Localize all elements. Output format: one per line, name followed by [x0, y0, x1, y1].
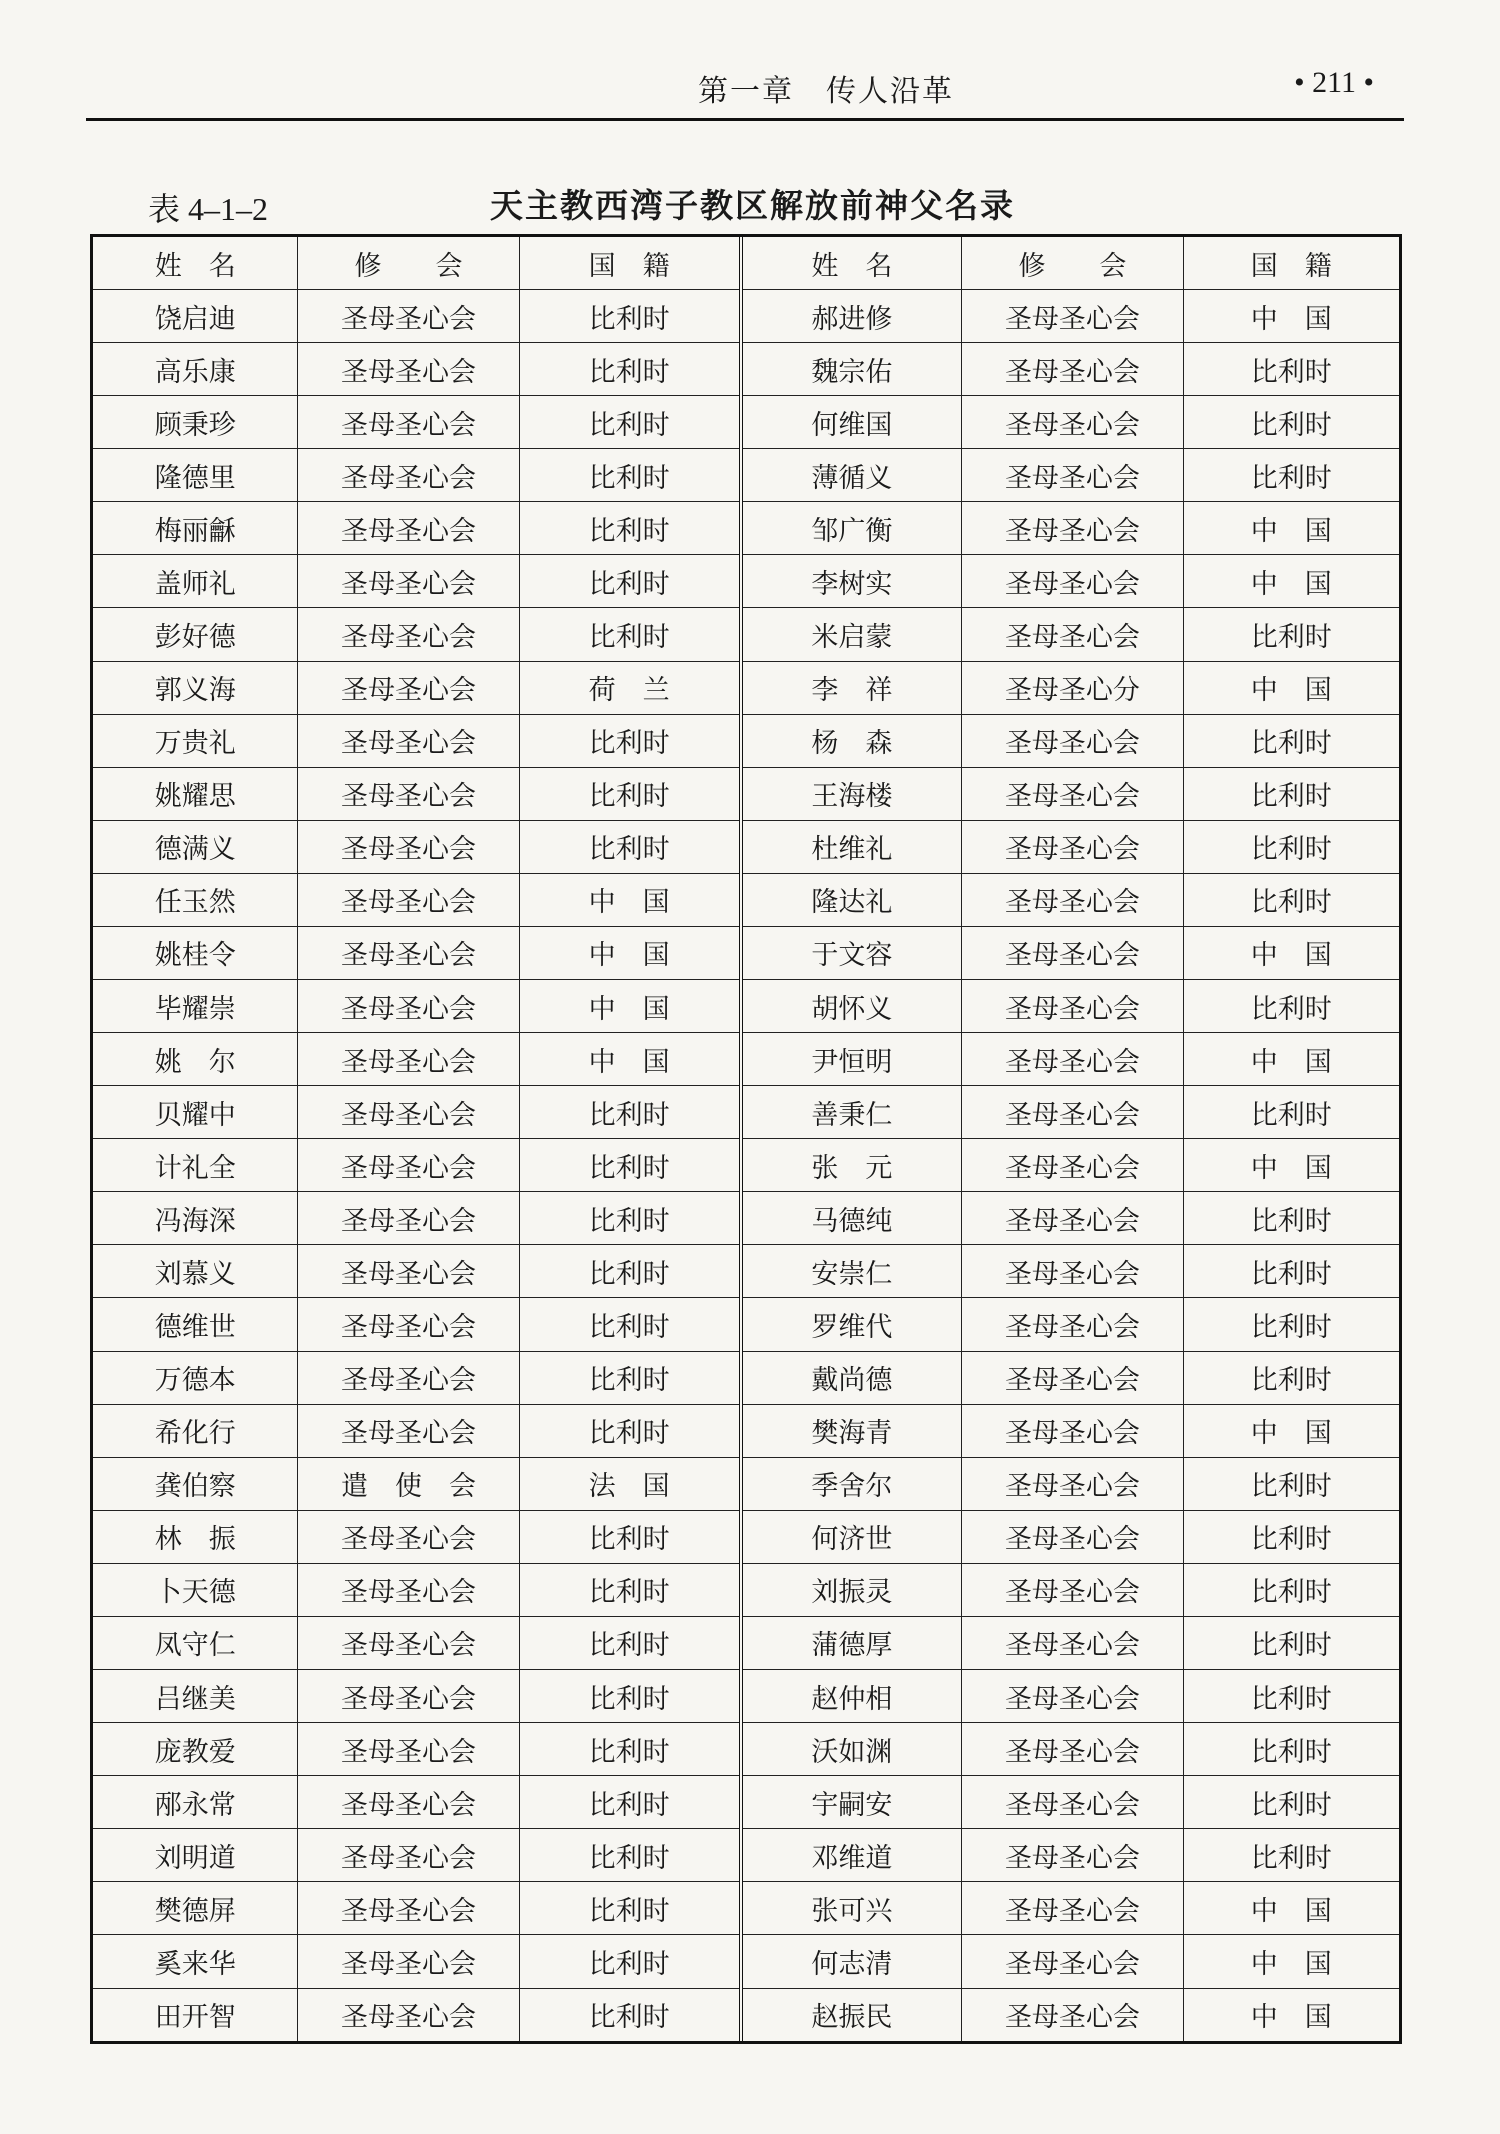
table-row	[93, 926, 1399, 979]
cell-nationality-left: 比利时	[519, 502, 740, 555]
cell-nationality-right: 比利时	[1183, 608, 1399, 661]
table-row	[93, 1882, 1399, 1935]
table-row	[93, 1988, 1399, 2041]
table-title: 天主教西湾子教区解放前神父名录	[490, 186, 1015, 225]
cell-nationality-left: 比利时	[519, 290, 740, 343]
cell-nationality-right: 比利时	[1183, 873, 1399, 926]
cell-nationality-right: 比利时	[1183, 820, 1399, 873]
header-order-right: 修 会	[962, 237, 1183, 290]
cell-order-left: 圣母圣心会	[298, 1616, 519, 1669]
cell-order-right: 圣母圣心会	[962, 608, 1183, 661]
cell-nationality-left: 比利时	[519, 343, 740, 396]
chapter-title: 第一章 传人沿革	[698, 74, 954, 109]
cell-order-left: 圣母圣心会	[298, 1563, 519, 1616]
cell-order-right: 圣母圣心会	[962, 1298, 1183, 1351]
cell-order-right: 圣母圣心会	[962, 714, 1183, 767]
cell-name-right: 何志清	[741, 1935, 962, 1988]
page-number: • 211 •	[1294, 66, 1374, 99]
cell-name-right: 杜维礼	[741, 820, 962, 873]
cell-order-right: 圣母圣心会	[962, 1723, 1183, 1776]
cell-order-left: 圣母圣心会	[298, 1245, 519, 1298]
cell-name-left: 高乐康	[93, 343, 298, 396]
cell-order-right: 圣母圣心会	[962, 767, 1183, 820]
cell-nationality-right: 比利时	[1183, 1563, 1399, 1616]
cell-order-left: 圣母圣心会	[298, 926, 519, 979]
cell-order-left: 圣母圣心会	[298, 290, 519, 343]
cell-order-right: 圣母圣心会	[962, 1829, 1183, 1882]
table-row	[93, 1563, 1399, 1616]
cell-name-left: 饶启迪	[93, 290, 298, 343]
cell-nationality-left: 比利时	[519, 1829, 740, 1882]
table-row	[93, 1245, 1399, 1298]
cell-name-left: 姚 尔	[93, 1033, 298, 1086]
cell-name-left: 计礼全	[93, 1139, 298, 1192]
cell-name-right: 蒲德厚	[741, 1616, 962, 1669]
cell-order-right: 圣母圣心会	[962, 926, 1183, 979]
table-row	[93, 1298, 1399, 1351]
cell-name-right: 何济世	[741, 1510, 962, 1563]
cell-name-left: 万贵礼	[93, 714, 298, 767]
cell-name-right: 赵振民	[741, 1988, 962, 2041]
cell-order-left: 圣母圣心会	[298, 1086, 519, 1139]
running-head	[86, 66, 1404, 110]
cell-order-right: 圣母圣心会	[962, 555, 1183, 608]
cell-name-right: 胡怀义	[741, 980, 962, 1033]
cell-order-right: 圣母圣心会	[962, 1776, 1183, 1829]
cell-order-left: 圣母圣心会	[298, 873, 519, 926]
cell-nationality-right: 比利时	[1183, 1457, 1399, 1510]
cell-nationality-right: 比利时	[1183, 1829, 1399, 1882]
cell-order-left: 圣母圣心会	[298, 555, 519, 608]
cell-order-left: 圣母圣心会	[298, 608, 519, 661]
cell-order-right: 圣母圣心会	[962, 1510, 1183, 1563]
cell-name-left: 林 振	[93, 1510, 298, 1563]
cell-name-left: 彭好德	[93, 608, 298, 661]
cell-name-left: 龚伯察	[93, 1457, 298, 1510]
cell-name-right: 尹恒明	[741, 1033, 962, 1086]
cell-name-right: 薄循义	[741, 449, 962, 502]
cell-nationality-right: 比利时	[1183, 1670, 1399, 1723]
cell-nationality-left: 中 国	[519, 1033, 740, 1086]
cell-name-left: 冯海深	[93, 1192, 298, 1245]
table-header-row	[93, 237, 1399, 290]
table-row	[93, 555, 1399, 608]
cell-name-right: 戴尚德	[741, 1351, 962, 1404]
table-row	[93, 1457, 1399, 1510]
cell-name-right: 米启蒙	[741, 608, 962, 661]
table-row	[93, 1829, 1399, 1882]
cell-order-right: 圣母圣心会	[962, 1033, 1183, 1086]
cell-nationality-left: 比利时	[519, 555, 740, 608]
cell-name-left: 毕耀崇	[93, 980, 298, 1033]
header-order-left: 修 会	[298, 237, 519, 290]
cell-name-right: 刘振灵	[741, 1563, 962, 1616]
cell-name-left: 德维世	[93, 1298, 298, 1351]
cell-order-left: 圣母圣心会	[298, 1351, 519, 1404]
cell-nationality-left: 法 国	[519, 1457, 740, 1510]
cell-order-right: 圣母圣心会	[962, 1139, 1183, 1192]
cell-order-right: 圣母圣心会	[962, 1616, 1183, 1669]
cell-name-right: 邹广衡	[741, 502, 962, 555]
cell-nationality-right: 中 国	[1183, 1404, 1399, 1457]
table-row	[93, 1670, 1399, 1723]
cell-nationality-right: 中 国	[1183, 661, 1399, 714]
cell-name-right: 马德纯	[741, 1192, 962, 1245]
cell-nationality-right: 中 国	[1183, 926, 1399, 979]
cell-name-left: 梅丽龢	[93, 502, 298, 555]
cell-nationality-left: 比利时	[519, 1086, 740, 1139]
cell-order-left: 圣母圣心会	[298, 980, 519, 1033]
cell-order-left: 圣母圣心会	[298, 1510, 519, 1563]
cell-name-left: 刘明道	[93, 1829, 298, 1882]
cell-name-left: 田开智	[93, 1988, 298, 2041]
cell-name-left: 顾秉珍	[93, 396, 298, 449]
cell-order-left: 圣母圣心会	[298, 1988, 519, 2041]
cell-nationality-left: 比利时	[519, 1404, 740, 1457]
cell-nationality-left: 荷 兰	[519, 661, 740, 714]
cell-nationality-left: 比利时	[519, 1988, 740, 2041]
cell-order-right: 圣母圣心会	[962, 820, 1183, 873]
cell-name-right: 宇嗣安	[741, 1776, 962, 1829]
cell-nationality-right: 中 国	[1183, 555, 1399, 608]
cell-order-left: 圣母圣心会	[298, 1298, 519, 1351]
cell-nationality-right: 比利时	[1183, 767, 1399, 820]
cell-name-left: 万德本	[93, 1351, 298, 1404]
cell-nationality-right: 比利时	[1183, 396, 1399, 449]
cell-nationality-left: 比利时	[519, 1616, 740, 1669]
cell-order-left: 圣母圣心会	[298, 661, 519, 714]
cell-nationality-left: 比利时	[519, 396, 740, 449]
cell-name-right: 李 祥	[741, 661, 962, 714]
cell-name-right: 樊海青	[741, 1404, 962, 1457]
table-row	[93, 820, 1399, 873]
cell-name-left: 贝耀中	[93, 1086, 298, 1139]
cell-nationality-right: 比利时	[1183, 1245, 1399, 1298]
cell-order-left: 圣母圣心会	[298, 1404, 519, 1457]
cell-name-left: 郭义海	[93, 661, 298, 714]
cell-name-right: 何维国	[741, 396, 962, 449]
cell-nationality-left: 比利时	[519, 1935, 740, 1988]
cell-order-left: 圣母圣心会	[298, 449, 519, 502]
cell-order-left: 圣母圣心会	[298, 1192, 519, 1245]
table-row	[93, 714, 1399, 767]
cell-nationality-right: 比利时	[1183, 1510, 1399, 1563]
cell-order-left: 圣母圣心会	[298, 1776, 519, 1829]
cell-nationality-left: 比利时	[519, 714, 740, 767]
cell-name-right: 善秉仁	[741, 1086, 962, 1139]
cell-name-left: 庞教爱	[93, 1723, 298, 1776]
cell-nationality-left: 比利时	[519, 1192, 740, 1245]
cell-name-right: 张可兴	[741, 1882, 962, 1935]
table-row	[93, 1404, 1399, 1457]
cell-order-right: 圣母圣心会	[962, 1670, 1183, 1723]
table-row	[93, 873, 1399, 926]
table-row	[93, 290, 1399, 343]
cell-name-right: 于文容	[741, 926, 962, 979]
cell-order-right: 圣母圣心会	[962, 1404, 1183, 1457]
cell-nationality-left: 比利时	[519, 449, 740, 502]
table-row	[93, 343, 1399, 396]
cell-order-left: 圣母圣心会	[298, 714, 519, 767]
cell-name-left: 卜天德	[93, 1563, 298, 1616]
cell-name-left: 隆德里	[93, 449, 298, 502]
table-row	[93, 1616, 1399, 1669]
cell-order-left: 圣母圣心会	[298, 343, 519, 396]
cell-nationality-left: 比利时	[519, 767, 740, 820]
cell-order-right: 圣母圣心分	[962, 661, 1183, 714]
cell-order-right: 圣母圣心会	[962, 1245, 1183, 1298]
cell-order-right: 圣母圣心会	[962, 502, 1183, 555]
table-row	[93, 1723, 1399, 1776]
cell-order-right: 圣母圣心会	[962, 290, 1183, 343]
cell-nationality-right: 比利时	[1183, 1351, 1399, 1404]
cell-nationality-left: 比利时	[519, 1723, 740, 1776]
cell-name-left: 刘慕义	[93, 1245, 298, 1298]
cell-order-left: 圣母圣心会	[298, 1139, 519, 1192]
cell-nationality-right: 比利时	[1183, 1776, 1399, 1829]
cell-name-right: 李树实	[741, 555, 962, 608]
cell-name-left: 任玉然	[93, 873, 298, 926]
cell-nationality-right: 比利时	[1183, 1086, 1399, 1139]
cell-nationality-left: 比利时	[519, 1670, 740, 1723]
header-nationality-left: 国 籍	[519, 237, 740, 290]
cell-order-right: 圣母圣心会	[962, 873, 1183, 926]
cell-order-right: 圣母圣心会	[962, 1935, 1183, 1988]
table-row	[93, 767, 1399, 820]
cell-nationality-right: 中 国	[1183, 1882, 1399, 1935]
cell-name-left: 姚桂令	[93, 926, 298, 979]
cell-order-left: 遣 使 会	[298, 1457, 519, 1510]
cell-name-left: 盖师礼	[93, 555, 298, 608]
cell-nationality-right: 比利时	[1183, 1723, 1399, 1776]
header-rule	[86, 118, 1404, 121]
cell-nationality-left: 中 国	[519, 926, 740, 979]
cell-nationality-left: 中 国	[519, 873, 740, 926]
cell-order-right: 圣母圣心会	[962, 449, 1183, 502]
cell-order-right: 圣母圣心会	[962, 343, 1183, 396]
cell-order-right: 圣母圣心会	[962, 1563, 1183, 1616]
cell-nationality-right: 中 国	[1183, 1139, 1399, 1192]
table-row	[93, 661, 1399, 714]
cell-nationality-right: 比利时	[1183, 1298, 1399, 1351]
table-row	[93, 396, 1399, 449]
cell-order-left: 圣母圣心会	[298, 820, 519, 873]
table-row	[93, 502, 1399, 555]
cell-nationality-right: 比利时	[1183, 449, 1399, 502]
cell-name-left: 希化行	[93, 1404, 298, 1457]
cell-order-left: 圣母圣心会	[298, 1670, 519, 1723]
cell-name-left: 奚来华	[93, 1935, 298, 1988]
table-row	[93, 1139, 1399, 1192]
cell-nationality-right: 比利时	[1183, 1192, 1399, 1245]
cell-nationality-left: 比利时	[519, 820, 740, 873]
cell-nationality-right: 中 国	[1183, 1935, 1399, 1988]
cell-order-right: 圣母圣心会	[962, 1457, 1183, 1510]
cell-nationality-left: 中 国	[519, 980, 740, 1033]
table-row	[93, 1086, 1399, 1139]
cell-nationality-right: 中 国	[1183, 290, 1399, 343]
cell-nationality-left: 比利时	[519, 1298, 740, 1351]
table-row	[93, 1033, 1399, 1086]
cell-order-right: 圣母圣心会	[962, 1351, 1183, 1404]
cell-nationality-left: 比利时	[519, 1882, 740, 1935]
cell-name-left: 邴永常	[93, 1776, 298, 1829]
cell-order-right: 圣母圣心会	[962, 980, 1183, 1033]
cell-order-left: 圣母圣心会	[298, 767, 519, 820]
cell-name-left: 吕继美	[93, 1670, 298, 1723]
cell-name-right: 沃如渊	[741, 1723, 962, 1776]
table-row	[93, 1776, 1399, 1829]
cell-nationality-left: 比利时	[519, 1351, 740, 1404]
cell-order-left: 圣母圣心会	[298, 1935, 519, 1988]
cell-order-left: 圣母圣心会	[298, 1829, 519, 1882]
cell-nationality-left: 比利时	[519, 1776, 740, 1829]
cell-name-left: 樊德屏	[93, 1882, 298, 1935]
cell-name-right: 罗维代	[741, 1298, 962, 1351]
table-row	[93, 449, 1399, 502]
cell-name-right: 张 元	[741, 1139, 962, 1192]
cell-name-right: 魏宗佑	[741, 343, 962, 396]
cell-order-right: 圣母圣心会	[962, 1988, 1183, 2041]
cell-nationality-left: 比利时	[519, 608, 740, 661]
table-row	[93, 1351, 1399, 1404]
cell-name-right: 安崇仁	[741, 1245, 962, 1298]
cell-order-left: 圣母圣心会	[298, 1882, 519, 1935]
cell-name-right: 郝进修	[741, 290, 962, 343]
cell-nationality-left: 比利时	[519, 1245, 740, 1298]
cell-nationality-right: 比利时	[1183, 343, 1399, 396]
cell-order-left: 圣母圣心会	[298, 1033, 519, 1086]
cell-nationality-right: 中 国	[1183, 1988, 1399, 2041]
cell-name-right: 赵仲相	[741, 1670, 962, 1723]
cell-order-right: 圣母圣心会	[962, 1086, 1183, 1139]
header-name-right: 姓 名	[741, 237, 962, 290]
cell-name-left: 凤守仁	[93, 1616, 298, 1669]
cell-order-left: 圣母圣心会	[298, 1723, 519, 1776]
header-nationality-right: 国 籍	[1183, 237, 1399, 290]
cell-order-left: 圣母圣心会	[298, 396, 519, 449]
table-row	[93, 608, 1399, 661]
table-row	[93, 980, 1399, 1033]
cell-name-left: 姚耀思	[93, 767, 298, 820]
cell-nationality-right: 比利时	[1183, 980, 1399, 1033]
cell-name-right: 邓维道	[741, 1829, 962, 1882]
cell-nationality-right: 中 国	[1183, 502, 1399, 555]
priest-table	[90, 234, 1402, 2044]
cell-order-right: 圣母圣心会	[962, 1882, 1183, 1935]
cell-nationality-left: 比利时	[519, 1563, 740, 1616]
cell-name-left: 德满义	[93, 820, 298, 873]
table-row	[93, 1192, 1399, 1245]
cell-nationality-left: 比利时	[519, 1510, 740, 1563]
cell-nationality-right: 中 国	[1183, 1033, 1399, 1086]
cell-name-right: 季舍尔	[741, 1457, 962, 1510]
table-row	[93, 1935, 1399, 1988]
cell-nationality-right: 比利时	[1183, 714, 1399, 767]
cell-name-right: 杨 森	[741, 714, 962, 767]
header-name-left: 姓 名	[93, 237, 298, 290]
cell-nationality-right: 比利时	[1183, 1616, 1399, 1669]
cell-name-right: 隆达礼	[741, 873, 962, 926]
cell-order-right: 圣母圣心会	[962, 396, 1183, 449]
cell-name-right: 王海楼	[741, 767, 962, 820]
table-row	[93, 1510, 1399, 1563]
table-number: 表 4–1–2	[148, 191, 269, 227]
cell-order-left: 圣母圣心会	[298, 502, 519, 555]
cell-nationality-left: 比利时	[519, 1139, 740, 1192]
cell-order-right: 圣母圣心会	[962, 1192, 1183, 1245]
